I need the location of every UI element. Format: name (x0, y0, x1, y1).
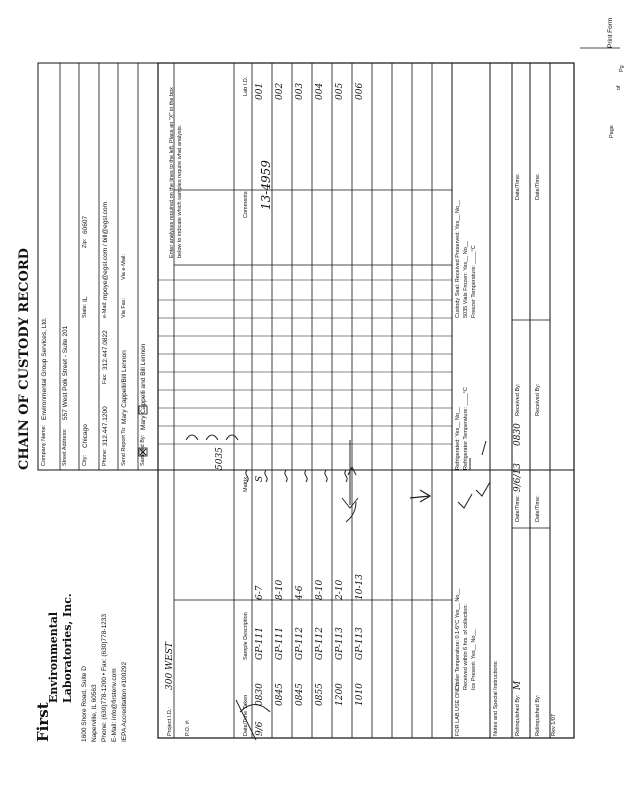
datetime-label-3: Date/Time: (535, 495, 541, 522)
row1-time: 0830 (255, 683, 265, 706)
revision-label: Rev 1/07 (551, 713, 557, 736)
row5-lab-id: 005 (335, 82, 345, 100)
row1-sample: GP-111 (255, 627, 265, 660)
project-id-label: Project I.D.: (167, 707, 173, 736)
header-sample-description: Sample Description (243, 612, 249, 660)
city-value: Chicago (82, 424, 89, 448)
datetime-label-2: Date/Time: (515, 173, 521, 200)
row4-depth: 8-10 (315, 579, 325, 600)
row6-depth: 10-13 (355, 574, 365, 600)
zip-value: 60607 (82, 215, 89, 234)
lab-use-label: FOR LAB USE ONLY: (455, 682, 461, 736)
page-label: Page (609, 125, 615, 138)
pg-label: Pg (619, 65, 625, 72)
row6-lab-id: 006 (355, 82, 365, 100)
row3-lab-id: 003 (295, 82, 305, 100)
address-line2: Naperville, IL 60563 (91, 684, 98, 742)
email-value: mpoye@egsl.com / bill@egsl.com (102, 201, 109, 300)
header-lab-id: Lab I.D. (243, 76, 249, 96)
brand-first: First (34, 702, 52, 742)
row6-time: 1010 (355, 683, 365, 706)
row3-time: 0845 (295, 683, 305, 706)
email-label: e-Mail: (102, 301, 108, 318)
datetime-label-4: Date/Time: (535, 173, 541, 200)
row2-lab-id: 002 (275, 82, 285, 100)
lab-email: E-Mail: info@firstenv.com (111, 668, 118, 742)
row4-sample: GP-112 (315, 627, 325, 660)
header-matrix: Matrix (243, 477, 249, 492)
comments-value: 13-4959 (259, 160, 273, 210)
state-label: State: (82, 303, 88, 318)
voc-vials: Custody Seal: Received Preserved: Yes__ No__ (455, 199, 461, 318)
print-form-button[interactable]: Print Form (607, 17, 614, 48)
of-label: of (616, 85, 622, 90)
company-name-label: Company Name: (41, 424, 47, 466)
send-report-value: Mary Cappelli/Bill Lennon (121, 350, 128, 424)
row3-sample: GP-112 (295, 627, 305, 660)
header-comments: Comments (243, 191, 249, 218)
row4-time: 0855 (315, 683, 325, 706)
row5-sample: GP-113 (335, 627, 345, 660)
row3-depth: 4-6 (295, 585, 305, 600)
sampled-by-value: Mary Cappelli and Bill Lennon (140, 343, 147, 430)
datetime-date-value: 9/6/13 (513, 463, 523, 492)
relinquished-value: M (513, 680, 523, 690)
sampled-by-label: Sampled By: (140, 434, 146, 466)
company-name-value: Environmental Group Services, Ltd. (41, 317, 48, 420)
vials-frozen: 5035 Vials Frozen: Yes__ No__ (463, 241, 469, 318)
lab-phone: Phone: (630)778-1200 • Fax: (630)778-1233 (101, 613, 108, 742)
received-within: Received within 6 hrs. of collection: (463, 604, 469, 690)
analysis-instructions: Enter analyses required on the lines to the left. Place an "X" in the box below to indicate which samples require what analysis. (169, 87, 183, 258)
fax-label: Fax: (102, 373, 108, 384)
notes-label: Notes and Special Instructions: (493, 660, 499, 736)
via-email-label: Via e-Mail: (121, 254, 127, 280)
street-label: Street Address: (62, 428, 68, 466)
row2-sample: GP-111 (275, 627, 285, 660)
freezer-temp: Freezer Temperature: ____°C (471, 245, 477, 318)
relinquished-label-2: Relinquished By: (535, 694, 541, 736)
fax-value: 312.447.0822 (102, 330, 109, 370)
row1-lab-id: 001 (255, 82, 265, 100)
phone-label: Phone: (102, 448, 108, 466)
send-report-label: Send Report To: (121, 426, 127, 466)
received-label-1: Received By: (515, 383, 521, 416)
row6-sample: GP-113 (355, 627, 365, 660)
row1-matrix: S (255, 475, 265, 482)
form-title: CHAIN OF CUSTODY RECORD (17, 248, 32, 470)
row5-depth: 2-10 (335, 579, 345, 600)
row5-time: 1200 (335, 683, 345, 706)
po-label: P.O. #: (185, 719, 191, 736)
datetime-time-value: 0830 (513, 423, 523, 446)
refrigerator-temp: Refrigerator Temperature: ____°C (463, 387, 469, 470)
row4-lab-id: 004 (315, 82, 325, 100)
row2-time: 0845 (275, 683, 285, 706)
received-label-2: Received By: (535, 383, 541, 416)
address-line1: 1600 Shore Road, Suite D (81, 666, 88, 742)
via-fax-label: Via Fax: (121, 297, 127, 318)
cooler-temp: Cooler Temperature: 0.1-6°C Yes__ No__ (455, 588, 461, 690)
row1-depth: 6-7 (255, 585, 265, 600)
ice-present: Ice Present: Yes__ No__ (471, 629, 477, 690)
project-id-value: 300 WEST (165, 641, 175, 690)
row2-depth: 8-10 (275, 579, 285, 600)
city-label: City: (82, 455, 88, 466)
refrigerated: Refrigerated: Yes__ No__ (455, 407, 461, 470)
brand-environmental: Environmental (47, 611, 60, 703)
state-value: IL (82, 296, 89, 302)
zip-label: Zip: (82, 238, 88, 248)
phone-value: 312.447.1200 (102, 406, 109, 446)
row1-date: 9/6 (255, 721, 265, 736)
brand-labs: Laboratories, Inc. (61, 593, 74, 703)
datetime-label-1: Date/Time: (515, 495, 521, 522)
street-value: 557 West Polk Street - Suite 201 (62, 325, 69, 420)
analysis-written-5035: 5035 (215, 447, 225, 470)
relinquished-label-1: Relinquished By: (515, 694, 521, 736)
header-date-time: Date/Time Taken (243, 694, 249, 736)
lab-accreditation: IEPA Accreditation #100292 (121, 661, 128, 742)
